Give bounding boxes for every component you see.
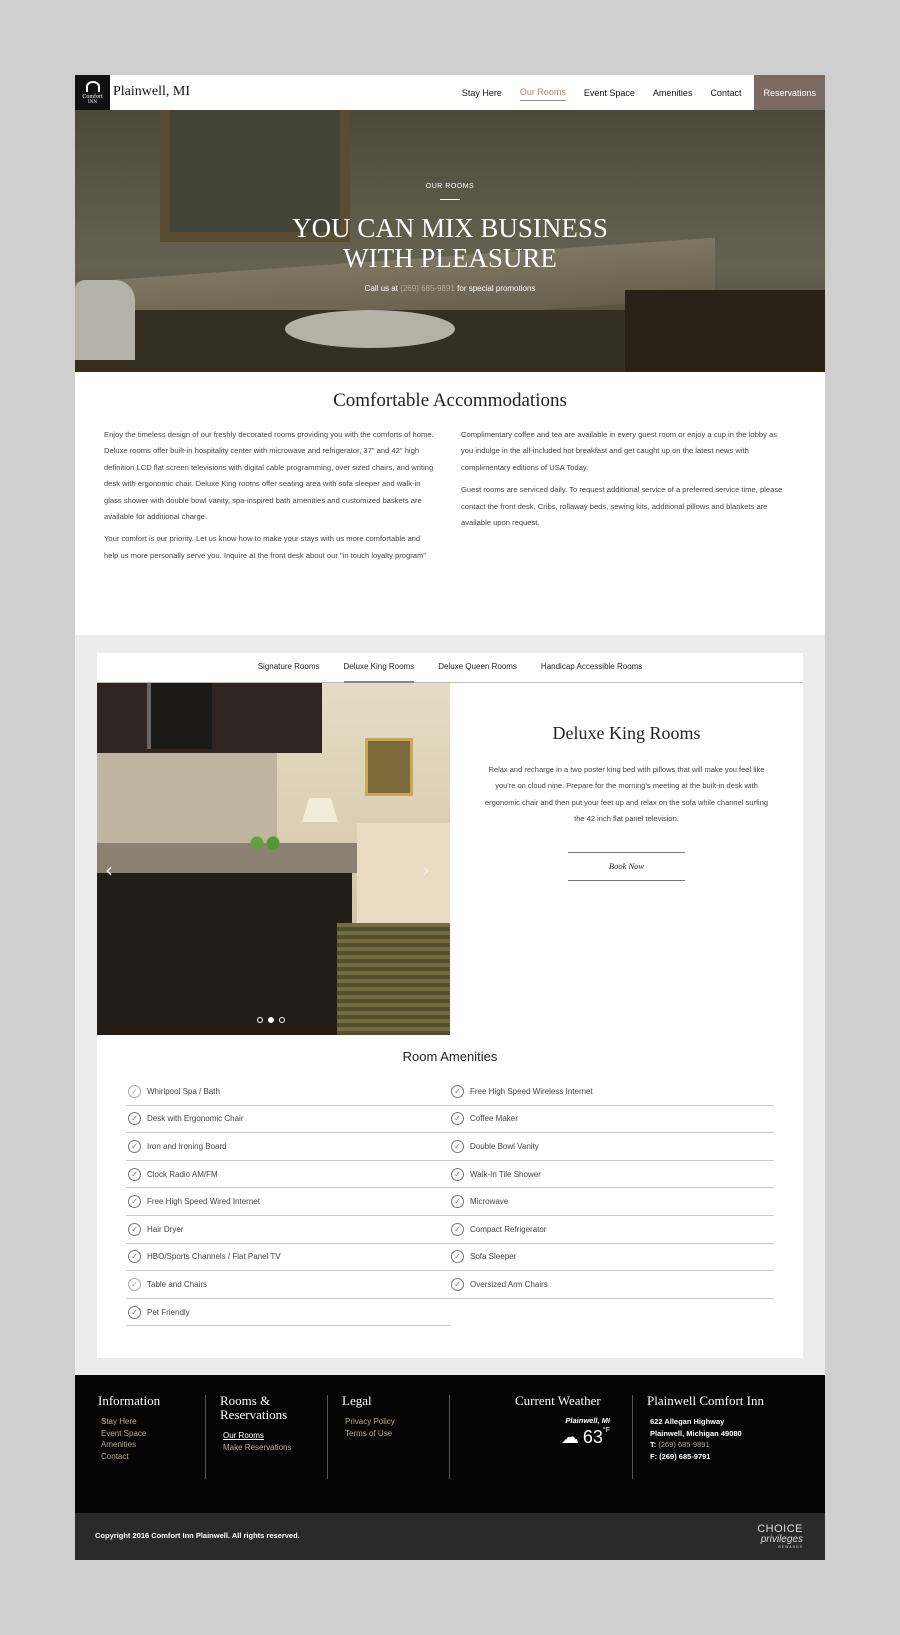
- amenity-label: Pet Friendly: [147, 1307, 190, 1317]
- rooms-section: [75, 635, 825, 1375]
- amenity-label: Iron and Ironing Board: [147, 1141, 227, 1151]
- site-footer: [75, 1375, 825, 1513]
- amenity-label: Free High Speed Wireless Internet: [470, 1086, 593, 1096]
- accommodations-paragraph: Enjoy the timeless design of our freshly decorated rooms providing you with the comforts of home. Deluxe rooms offer built-in hospitality center with microwave and refrigerator, 37" and 42" high definition LCD flat screen televisions with digital cable programming, over sized chairs, and writing desk with ergonomic chair. Deluxe King rooms offer seating area with sofa sleeper and walk-in glass shower with double bowl vanity, spa-inspired bath amenities and customized baskets are available for additional charge.: [104, 430, 434, 522]
- room-description: Relax and recharge in a two poster king bed with pillows that will make you feel like you're on cloud nine. Prepare for the morning's meeting at the built-in desk with ergonomic chair and then put your feet up and relax on the sofa while channel surfing the 42 inch flat panel television.: [484, 765, 769, 824]
- room-photo-carousel[interactable]: [97, 683, 450, 1035]
- amenity-item: [126, 1271, 451, 1299]
- footer-link-make-reservations[interactable]: Make Reservations: [223, 1442, 292, 1452]
- room-title: Deluxe King Rooms: [552, 723, 701, 743]
- tab-deluxe-king-rooms[interactable]: Deluxe King Rooms: [344, 653, 415, 683]
- checkmark-icon: ✓: [128, 1278, 141, 1291]
- carousel-dots: [257, 1017, 285, 1023]
- footer-divider: [632, 1395, 633, 1479]
- checkmark-icon: ✓: [451, 1278, 464, 1291]
- footer-divider: [327, 1395, 328, 1479]
- room-tabs: [97, 653, 803, 683]
- amenity-item: [126, 1106, 451, 1134]
- accommodations-section: [75, 372, 825, 634]
- amenity-item: [126, 1244, 451, 1272]
- accommodations-paragraph: Your comfort is our priority. Let us know how to make your stays with us more comfortable and help us more personally serve you. Inquire at the front desk about our "in touch loyalty program": [104, 534, 426, 560]
- call-suffix: for special promotions: [457, 284, 536, 293]
- site-city: Plainwell, MI: [113, 84, 190, 99]
- footer-legal: [342, 1394, 395, 1439]
- tab-signature-rooms[interactable]: Signature Rooms: [257, 661, 320, 671]
- logo-text-2: INN: [88, 99, 97, 105]
- nav-stay-here[interactable]: Stay Here: [461, 87, 502, 98]
- checkmark-icon: ✓: [451, 1085, 464, 1098]
- footer-divider: [449, 1395, 450, 1479]
- checkmark-icon: ✓: [128, 1168, 141, 1181]
- carousel-prev-icon[interactable]: ‹: [105, 858, 113, 882]
- amenity-label: Oversized Arm Chairs: [470, 1279, 548, 1289]
- carousel-dot-2[interactable]: [268, 1017, 274, 1023]
- footer-link-event-space[interactable]: Event Space: [101, 1428, 147, 1438]
- amenity-label: Hair Dryer: [147, 1224, 184, 1234]
- footer-link-amenities[interactable]: Amenities: [101, 1440, 137, 1449]
- checkmark-icon: ✓: [451, 1223, 464, 1236]
- amenity-item: [126, 1188, 451, 1216]
- checkmark-icon: ✓: [128, 1306, 141, 1319]
- amenity-item: [449, 1106, 774, 1134]
- amenity-label: Sofa Sleeper: [470, 1252, 517, 1262]
- choice-logo-line3: REWARDS: [778, 1545, 803, 1549]
- footer-weather-title: Current Weather: [515, 1393, 601, 1408]
- amenity-label: Clock Radio AM/FM: [147, 1169, 218, 1179]
- footer-address-1: 622 Allegan Highway: [650, 1417, 725, 1426]
- checkmark-icon: ✓: [128, 1085, 141, 1098]
- accommodations-paragraph: Guest rooms are serviced daily. To request additional service of a preferred service time, please contact the front desk. Cribs, rollaway beds, sewing kits, additional pillows and blankets are available upon request.: [461, 485, 783, 528]
- amenity-item: [449, 1078, 774, 1106]
- footer-information-title: Information: [98, 1393, 161, 1408]
- weather-reading: [515, 1427, 610, 1448]
- amenity-label: Walk-In Tile Shower: [470, 1169, 541, 1179]
- weather-location: Plainwell, MI: [565, 1416, 610, 1425]
- photo-carpet: [337, 923, 450, 1035]
- amenity-item: [449, 1216, 774, 1244]
- photo-microwave: [147, 683, 212, 749]
- choice-logo-line1: CHOICE: [757, 1523, 803, 1535]
- checkmark-icon: ✓: [128, 1223, 141, 1236]
- tab-handicap-accessible-rooms[interactable]: Handicap Accessible Rooms: [540, 661, 643, 671]
- amenity-item: [126, 1161, 451, 1189]
- checkmark-icon: ✓: [451, 1250, 464, 1263]
- amenity-item: [449, 1133, 774, 1161]
- amenity-label: Desk with Ergonomic Chair: [147, 1114, 244, 1124]
- hero-call: [75, 284, 825, 293]
- nav-event-space[interactable]: Event Space: [583, 87, 635, 98]
- site-header: [75, 75, 825, 110]
- checkmark-icon: ✓: [128, 1140, 141, 1153]
- fax-label: F:: [650, 1451, 658, 1461]
- footer-divider: [205, 1395, 206, 1479]
- amenity-label: Table and Chairs: [147, 1279, 208, 1289]
- footer-rooms-title: [220, 1394, 291, 1422]
- photo-countertop: [97, 843, 362, 873]
- amenity-item: [449, 1161, 774, 1189]
- checkmark-icon: ✓: [451, 1112, 464, 1125]
- amenity-label: Coffee Maker: [470, 1114, 518, 1124]
- footer-rooms: [220, 1394, 291, 1453]
- reservations-button[interactable]: Reservations: [754, 75, 825, 110]
- footer-phone-link[interactable]: (269) 685-9891: [658, 1440, 710, 1449]
- nav-amenities[interactable]: Amenities: [652, 87, 693, 98]
- checkmark-icon: ✓: [451, 1140, 464, 1153]
- checkmark-icon: ✓: [128, 1195, 141, 1208]
- weather-temp: 63: [582, 1427, 603, 1447]
- main-nav: [453, 75, 825, 110]
- fax-number: (269) 685-9791: [659, 1451, 711, 1461]
- footer-link-contact[interactable]: Contact: [101, 1451, 129, 1461]
- photo-lower-cabinet: [97, 873, 352, 1035]
- footer-information: [98, 1394, 160, 1462]
- footer-contact: [647, 1394, 764, 1462]
- rooms-panel: [97, 653, 803, 1358]
- amenity-item: [126, 1299, 451, 1327]
- hero-title: [75, 213, 825, 273]
- photo-bed: [357, 823, 450, 933]
- checkmark-icon: ✓: [451, 1195, 464, 1208]
- checkmark-icon: ✓: [128, 1250, 141, 1263]
- footer-telephone: [647, 1439, 764, 1451]
- amenity-item: [126, 1133, 451, 1161]
- hero-phone-link[interactable]: (269) 685-9891: [400, 284, 455, 293]
- amenity-label: Whirlpool Spa / Bath: [147, 1086, 220, 1096]
- amenities-list-left: [126, 1078, 451, 1326]
- amenity-item: [449, 1271, 774, 1299]
- photo-apples: [245, 833, 285, 853]
- footer-inn-title: Plainwell Comfort Inn: [647, 1393, 764, 1408]
- hero-subtitle: OUR ROOMS: [425, 183, 475, 190]
- accommodations-col-right: [461, 427, 791, 537]
- footer-link-privacy-policy[interactable]: Privacy Policy: [345, 1417, 395, 1426]
- footer-link-terms-of-use[interactable]: Terms of Use: [345, 1428, 393, 1438]
- checkmark-icon: ✓: [128, 1112, 141, 1125]
- amenity-item: [126, 1078, 451, 1106]
- logo-text-1: Comfort: [82, 93, 103, 100]
- call-prefix: Call us at: [364, 284, 398, 293]
- footer-link-our-rooms[interactable]: Our Rooms: [223, 1431, 264, 1440]
- amenities-list-right: [449, 1078, 774, 1299]
- nav-our-rooms[interactable]: Our Rooms: [520, 84, 566, 101]
- footer-rooms-title-1: Rooms &: [220, 1393, 271, 1408]
- room-info: [450, 683, 803, 1035]
- amenities-title: Room Amenities: [402, 1049, 498, 1064]
- amenity-label: Microwave: [470, 1197, 509, 1207]
- footer-weather: [515, 1394, 610, 1448]
- amenity-label: Free High Speed Wired Internet: [147, 1197, 260, 1207]
- book-now-button[interactable]: Book Now: [568, 852, 685, 881]
- amenity-label: Double Bowl Vanity: [470, 1141, 539, 1151]
- hero-title-line2: WITH PLEASURE: [343, 243, 557, 273]
- choice-logo-line2: privileges: [760, 1534, 803, 1545]
- hero-title-line1: YOU CAN MIX BUSINESS: [292, 213, 608, 243]
- amenity-item: [449, 1188, 774, 1216]
- copyright-bar: [75, 1513, 825, 1560]
- accommodations-title: Comfortable Accommodations: [333, 390, 567, 411]
- carousel-next-icon[interactable]: ›: [422, 858, 430, 882]
- hero-divider: [440, 199, 460, 200]
- logo-mark-icon: [86, 81, 100, 92]
- carousel-dot-1[interactable]: [257, 1017, 263, 1023]
- partly-cloudy-icon: ☁: [560, 1427, 579, 1447]
- footer-legal-title: Legal: [342, 1393, 372, 1408]
- copyright-text: Copyright 2016 Comfort Inn Plainwell. All rights reserved.: [95, 1531, 300, 1540]
- accommodations-paragraph: Complimentary coffee and tea are available in every guest room or enjoy a cup in the lobby as you indulge in the all-included hot breakfast and get caught up on the latest news with complimentary editions of USA Today.: [461, 430, 778, 472]
- hero-banner: [75, 110, 825, 372]
- nav-contact[interactable]: Contact: [710, 87, 742, 98]
- carousel-dot-3[interactable]: [279, 1017, 285, 1023]
- accommodations-col-left: [104, 427, 434, 570]
- weather-unit: °F: [602, 1427, 610, 1434]
- footer-rooms-title-2: Reservations: [220, 1407, 288, 1422]
- amenity-item: [449, 1244, 774, 1272]
- footer-fax: [647, 1451, 764, 1463]
- footer-address-2: Plainwell, Michigan 49080: [650, 1428, 742, 1438]
- tab-deluxe-queen-rooms[interactable]: Deluxe Queen Rooms: [438, 661, 517, 671]
- amenity-label: HBO/Sports Channels / Flat Panel TV: [147, 1252, 281, 1262]
- checkmark-icon: ✓: [451, 1168, 464, 1181]
- amenity-item: [126, 1216, 451, 1244]
- amenity-label: Compact Refrigerator: [470, 1224, 547, 1234]
- photo-wall-art: [365, 738, 413, 796]
- comfort-inn-logo[interactable]: [75, 75, 110, 110]
- footer-link-stay-here[interactable]: Stay Here: [101, 1417, 137, 1426]
- tel-label: T:: [650, 1440, 657, 1449]
- choice-privileges-logo[interactable]: [757, 1523, 803, 1549]
- page: [75, 75, 825, 1560]
